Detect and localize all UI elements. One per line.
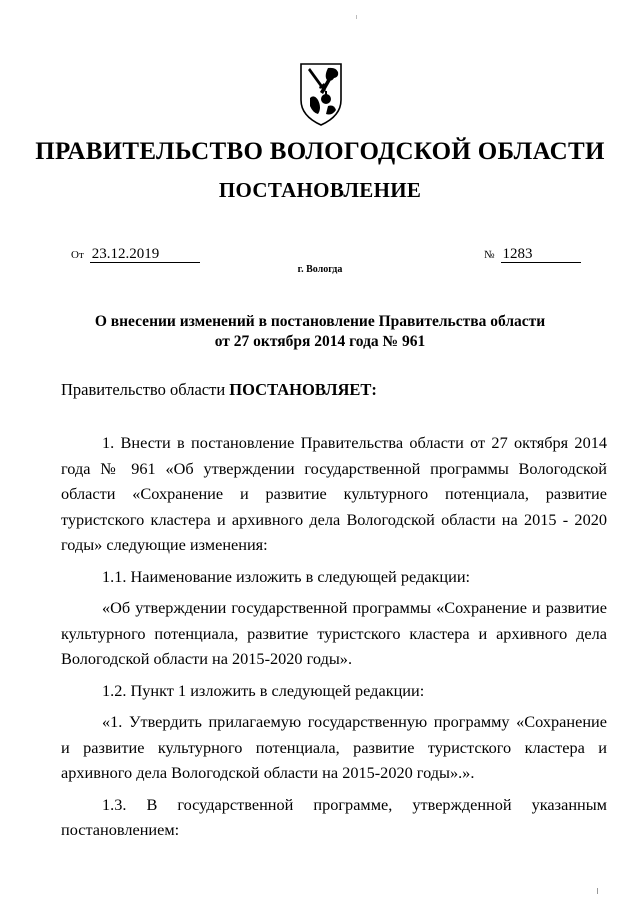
paragraph-quote-1: «Об утверждении государственной программы «Сохранение и развитие культурного потенциала, развитие туристского кластера и архивного дела Вологодской области на 2015-2020 годы».	[61, 598, 607, 668]
paragraph-1-3: 1.3. В государственной программе, утвержденной указанным постановлением:	[61, 794, 607, 839]
scan-mark	[356, 15, 357, 19]
decree-prefix: Правительство области	[61, 380, 230, 399]
paragraph-quote-2: «1. Утвердить прилагаемую государственную программу «Сохранение и развитие культурного потенциала, развитие туристского кластера и архивного дела Вологодской области на 2015-2020 годы».».	[61, 712, 607, 782]
number-row	[484, 246, 581, 263]
decree-statement	[61, 380, 377, 400]
document-type-title: ПОСТАНОВЛЕНИЕ	[218, 178, 422, 202]
date-row	[71, 246, 200, 263]
document-subject	[60, 312, 580, 352]
date-label: От	[71, 249, 84, 261]
document-body	[61, 430, 607, 849]
subject-line-1: О внесении изменений в постановление Правительства области	[94, 313, 546, 330]
subject-line-2: от 27 октября 2014 года № 961	[214, 333, 426, 350]
paragraph-1-2: 1.2. Пункт 1 изложить в следующей редакции:	[102, 680, 425, 700]
paragraph-1-1: 1.1. Наименование изложить в следующей редакции:	[102, 566, 471, 586]
city: г. Вологда	[297, 264, 343, 275]
scan-mark	[597, 888, 598, 894]
document-date: 23.12.2019	[90, 246, 200, 263]
decree-verb: ПОСТАНОВЛЯЕТ:	[229, 380, 377, 399]
paragraph-1: 1. Внести в постановление Правительства области от 27 октября 2014 года № 961 «Об утверждении государственной программы Вологодской области «Сохранение и развитие культурного потенциала, развитие туристского кластера и архивного дела Вологодской области на 2015 - 2020 годы» следующие изменения:	[61, 433, 607, 554]
vologda-coat-of-arms-icon	[298, 58, 344, 128]
government-title: ПРАВИТЕЛЬСТВО ВОЛОГОДСКОЙ ОБЛАСТИ	[35, 138, 605, 165]
document-number: 1283	[501, 246, 581, 263]
number-label: №	[484, 249, 495, 261]
